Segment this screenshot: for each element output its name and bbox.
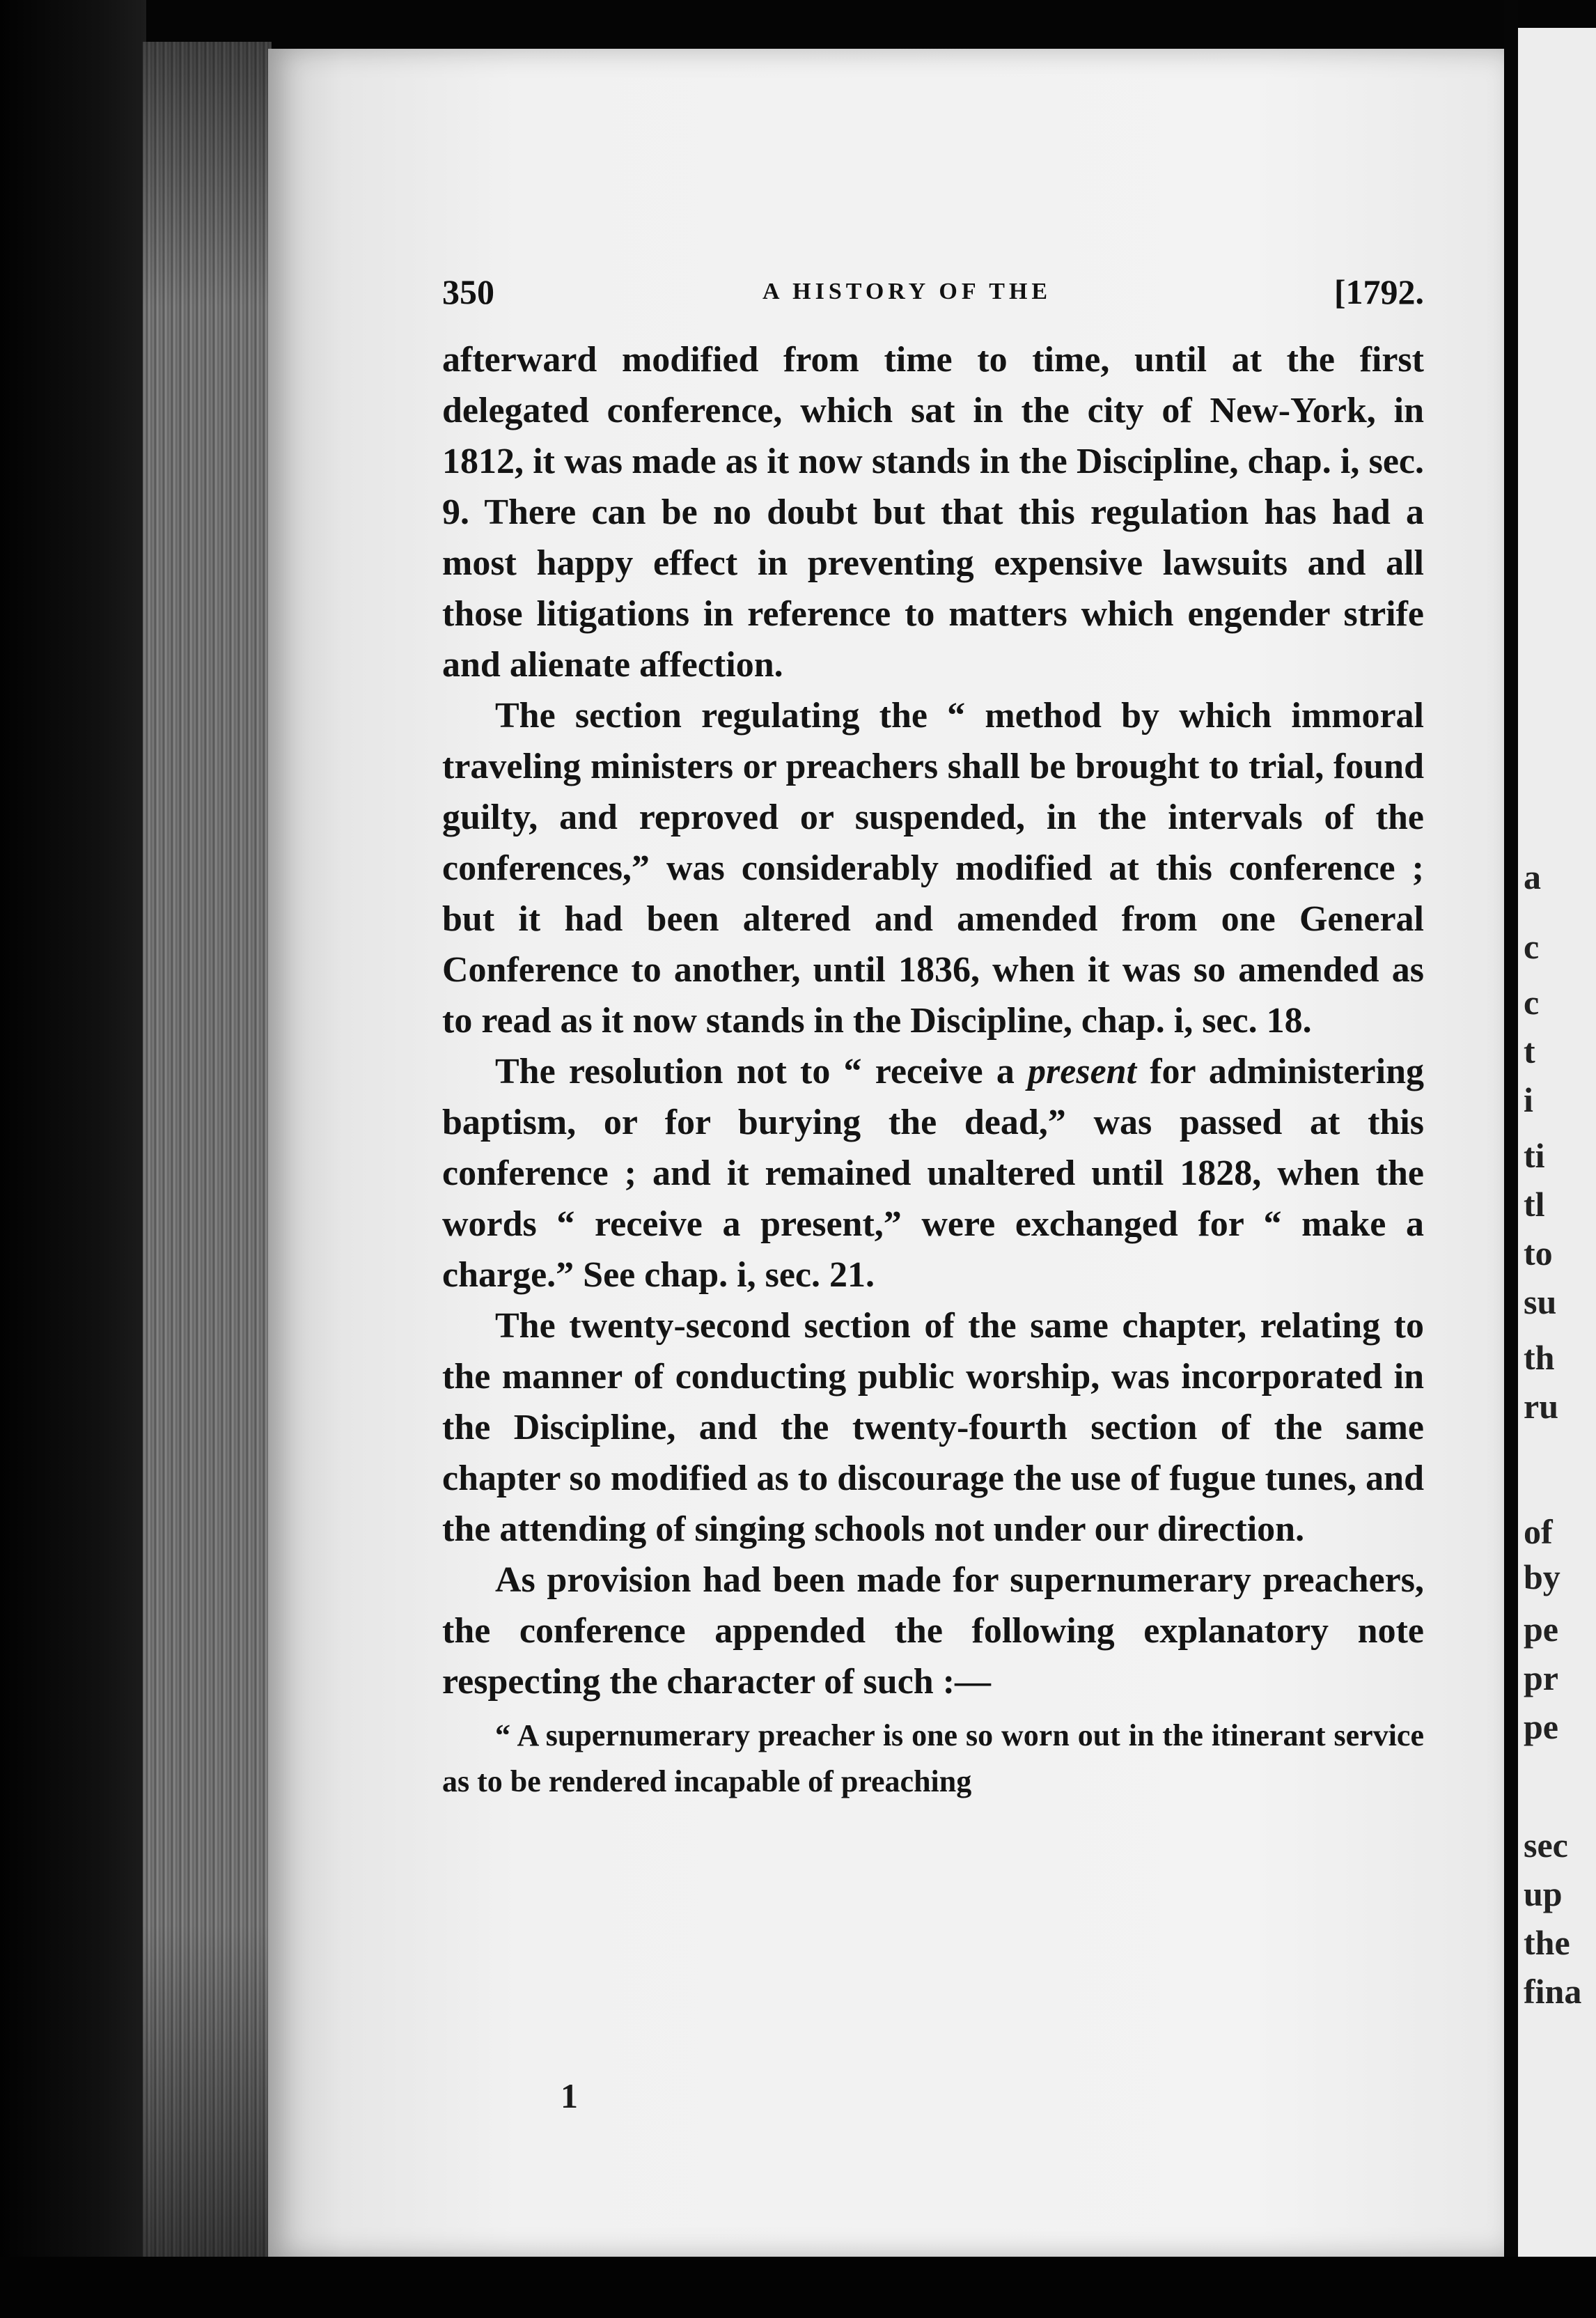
paragraph: afterward modified from time to time, until at the first delegated conference, which sat in the city of New-York, in 1812, it was made as it now stands in the Discipline, chap. i, sec. 9. There can be no doubt but that this regulation has had a most happy effect in preventing expensive lawsuits and all those litigations in reference to matters which engender strife and alienate affection. xyxy=(442,340,1424,685)
paragraph xyxy=(442,1046,1424,1300)
adjacent-page-fragment: to xyxy=(1524,1234,1553,1273)
paragraph: The section regulating the “ method by which immoral traveling ministers or preachers shall be brought to trial, found guilty, and reproved or suspended, in the intervals of the conferences,” was considerably modified at this conference ; but it had been altered and amended from one General Conference to another, until 1836, when it was so amended as to read as it now stands in the Discipline, chap. i, sec. 18. xyxy=(442,696,1424,1041)
body-text xyxy=(442,334,1424,1805)
adjacent-page-fragment: by xyxy=(1524,1557,1560,1596)
signature-mark: 1 xyxy=(561,2076,578,2115)
adjacent-page-fragment: su xyxy=(1524,1282,1557,1321)
running-header xyxy=(442,272,1424,327)
adjacent-page-fragment: pe xyxy=(1524,1610,1558,1649)
adjacent-page-fragment: the xyxy=(1524,1923,1570,1962)
adjacent-page xyxy=(1518,28,1596,2271)
page-gutter xyxy=(1504,0,1518,2318)
adjacent-page-fragment: up xyxy=(1524,1874,1563,1913)
adjacent-page-fragment: th xyxy=(1524,1338,1555,1377)
adjacent-page-fragment: sec xyxy=(1524,1826,1568,1865)
adjacent-page-fragment: ru xyxy=(1524,1387,1558,1426)
adjacent-page-fragment: c xyxy=(1524,927,1540,966)
header-year: [1792. xyxy=(1333,272,1424,311)
adjacent-page-fragment: i xyxy=(1524,1080,1533,1119)
block-quote: “ A supernumerary preacher is one so worn out in the itinerant service as to be rendered incapable of preaching xyxy=(442,1718,1424,1798)
scanner-border-left xyxy=(0,0,146,2318)
adjacent-page-fragment: tl xyxy=(1524,1185,1545,1224)
book-page-edges xyxy=(143,42,272,2257)
scanner-border-bottom xyxy=(0,2257,1596,2318)
book-page xyxy=(268,49,1504,2257)
adjacent-page-fragment: pr xyxy=(1524,1658,1558,1697)
adjacent-page-fragment: of xyxy=(1524,1512,1553,1551)
paragraph: The twenty-second section of the same chapter, relating to the manner of conducting public worship, was incorporated in the Discipline, and the twenty-fourth section of the same chapter so modified as to discourage the use of fugue tunes, and the attending of singing schools not under our direction. xyxy=(442,1306,1424,1549)
paragraph-text: The resolution not to “ receive a xyxy=(495,1052,1028,1091)
page-number: 350 xyxy=(442,272,494,311)
running-title: A HISTORY OF THE xyxy=(762,279,1052,304)
adjacent-page-fragment: t xyxy=(1524,1032,1535,1071)
italic-word: present xyxy=(1028,1052,1137,1091)
adjacent-page-fragment: a xyxy=(1524,857,1541,896)
adjacent-page-fragment: c xyxy=(1524,983,1540,1022)
paragraph-text: for administering baptism, or for burying the dead,” was passed at this conference ; and it remained unaltered until 1828, when the words “ receive a present,” were exchanged for “ make a charge.” See chap. i, sec. 21. xyxy=(442,1052,1424,1295)
paragraph: As provision had been made for supernumerary preachers, the conference appended the following explanatory note respecting the character of such :— xyxy=(442,1560,1424,1702)
adjacent-page-fragment: ti xyxy=(1524,1136,1545,1175)
adjacent-page-fragment: pe xyxy=(1524,1707,1558,1746)
adjacent-page-fragment: fina xyxy=(1524,1972,1582,2011)
